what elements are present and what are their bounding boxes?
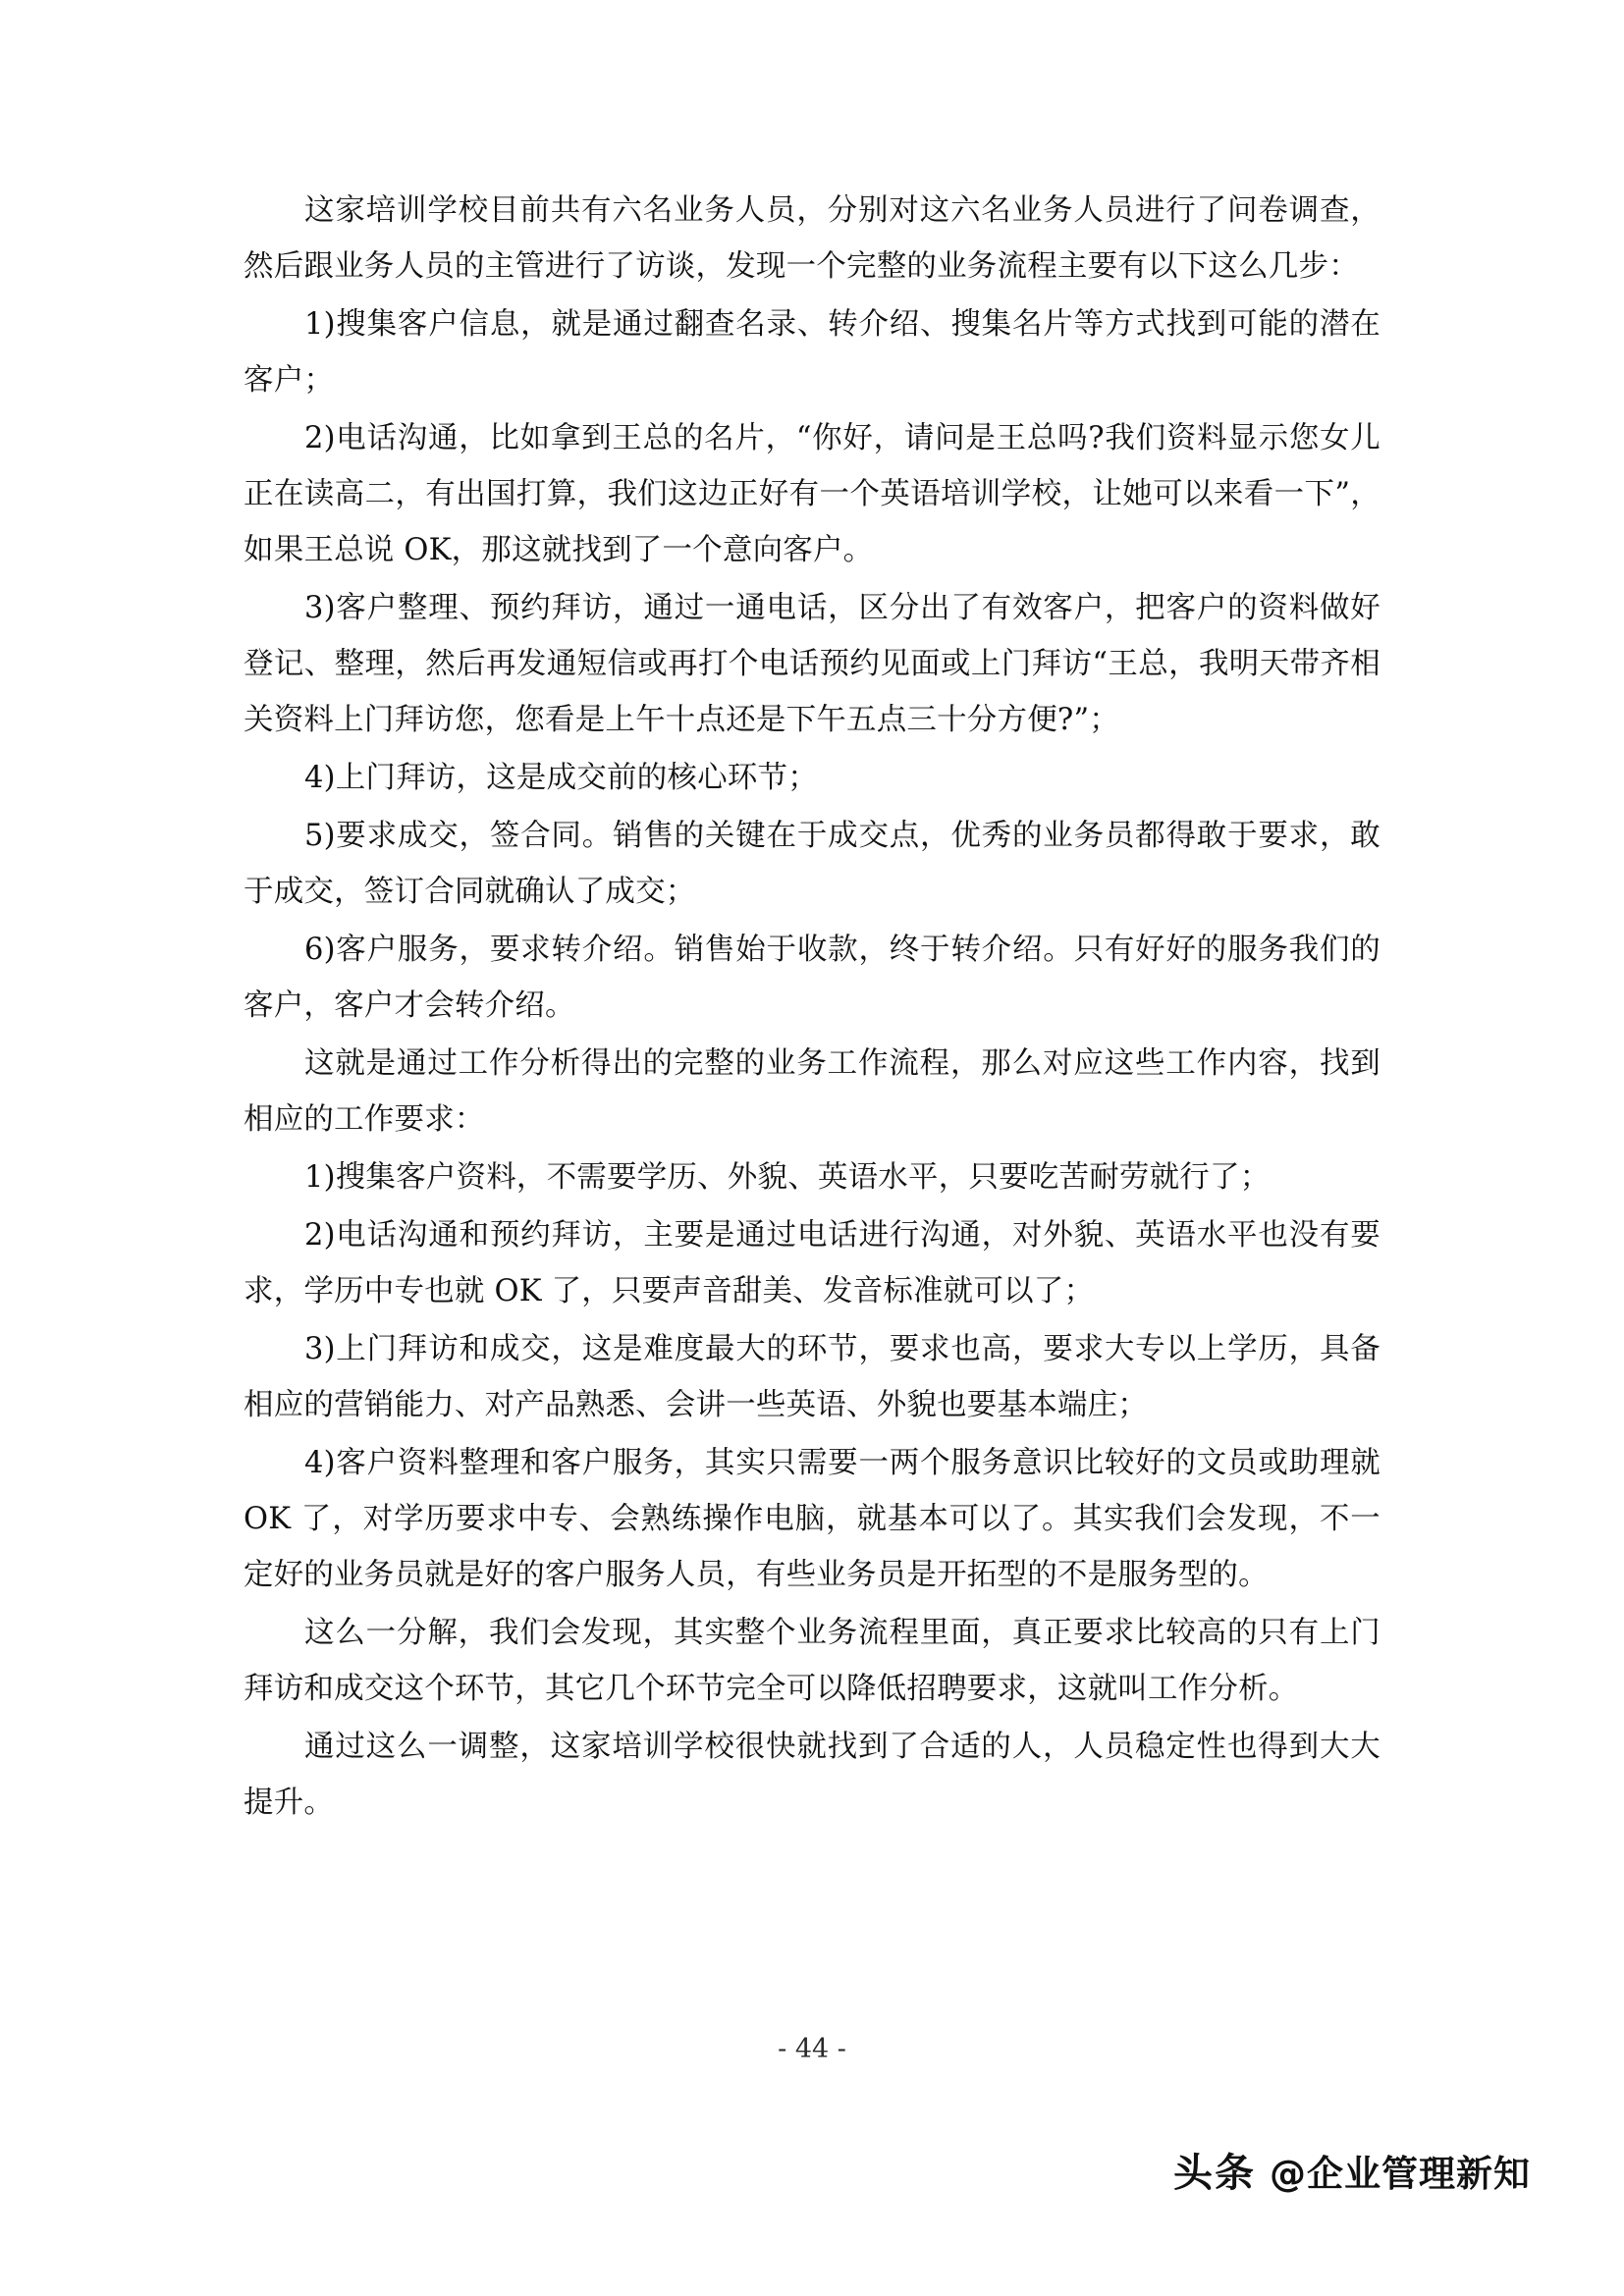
paragraph: 2)电话沟通和预约拜访，主要是通过电话进行沟通，对外貌、英语水平也没有要求，学历中专也就 OK 了，只要声音甜美、发音标准就可以了；	[244, 1218, 1380, 1308]
paragraph: 6)客户服务，要求转介绍。销售始于收款，终于转介绍。只有好好的服务我们的客户，客户才会转介绍。	[244, 933, 1380, 1023]
paragraph: 这就是通过工作分析得出的完整的业务工作流程，那么对应这些工作内容，找到相应的工作要求：	[244, 1046, 1380, 1137]
paragraph: 3)客户整理、预约拜访，通过一通电话，区分出了有效客户，把客户的资料做好登记、整理，然后再发通短信或再打个电话预约见面或上门拜访“王总，我明天带齐相关资料上门拜访您，您看是上午十点还是下午五点三十分方便?”；	[244, 591, 1380, 737]
paragraph: 1)搜集客户资料，不需要学历、外貌、英语水平，只要吃苦耐劳就行了；	[304, 1160, 1271, 1195]
paragraph: 2)电话沟通，比如拿到王总的名片，“你好，请问是王总吗?我们资料显示您女儿正在读高二，有出国打算，我们这边正好有一个英语培训学校，让她可以来看一下”，如果王总说 OK，那这就找到了一个意向客户。	[244, 421, 1380, 567]
paragraph: 这家培训学校目前共有六名业务人员，分别对这六名业务人员进行了问卷调查，然后跟业务人员的主管进行了访谈，发现一个完整的业务流程主要有以下这么几步：	[244, 193, 1380, 284]
paragraph: 3)上门拜访和成交，这是难度最大的环节，要求也高，要求大专以上学历，具备相应的营销能力、对产品熟悉、会讲一些英语、外貌也要基本端庄；	[244, 1332, 1380, 1422]
paragraph: 这么一分解，我们会发现，其实整个业务流程里面，真正要求比较高的只有上门拜访和成交这个环节，其它几个环节完全可以降低招聘要求，这就叫工作分析。	[244, 1616, 1380, 1706]
paragraph: 1)搜集客户信息，就是通过翻查名录、转介绍、搜集名片等方式找到可能的潜在客户；	[244, 307, 1380, 398]
paragraph: 4)客户资料整理和客户服务，其实只需要一两个服务意识比较好的文员或助理就 OK 了，对学历要求中专、会熟练操作电脑，就基本可以了。其实我们会发现，不一定好的业务员就是好的客户服务人员，有些业务员是开拓型的不是服务型的。	[244, 1446, 1380, 1592]
page-number: - 44 -	[778, 2034, 846, 2064]
paragraph: 4)上门拜访，这是成交前的核心环节；	[304, 761, 818, 795]
paragraph: 通过这么一调整，这家培训学校很快就找到了合适的人，人员稳定性也得到大大提升。	[244, 1730, 1380, 1820]
toutiao-logo: 头条	[1173, 2151, 1256, 2196]
watermark	[1173, 2142, 1531, 2198]
document-body	[244, 183, 1380, 1833]
paragraph: 5)要求成交，签合同。销售的关键在于成交点，优秀的业务员都得敢于要求，敢于成交，签订合同就确认了成交；	[244, 819, 1380, 909]
watermark-account-name: @企业管理新知	[1270, 2152, 1531, 2195]
